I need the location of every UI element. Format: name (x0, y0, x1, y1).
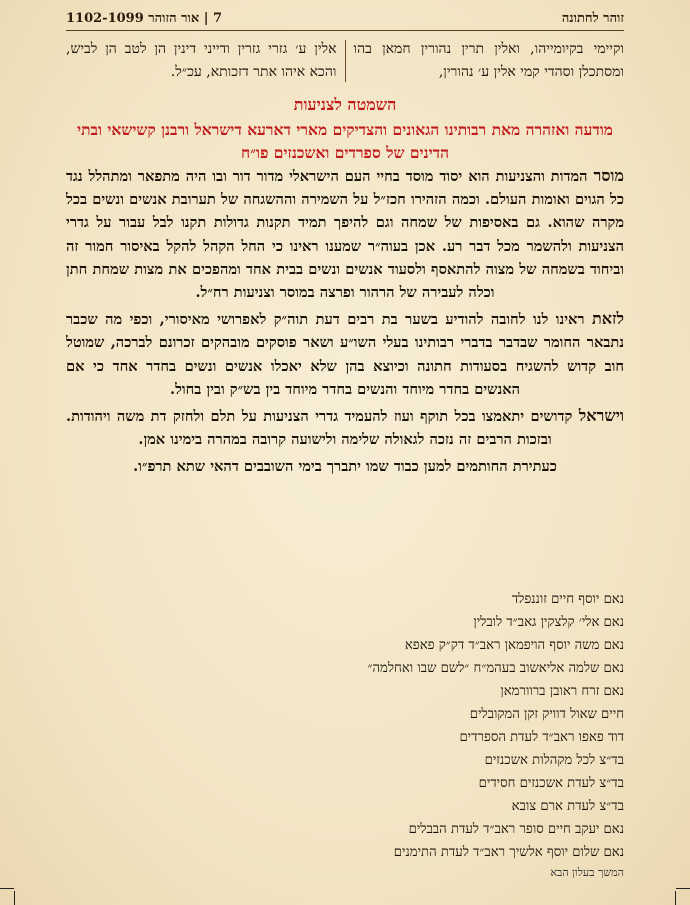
header-page-info: 7 | אור הזוהר 1102-1099 (66, 11, 222, 26)
paragraph-text: ראינו לנו לחובה להודיע בשער בת רבים דעת תוה״ק לאפרושי מאיסורי, וכפי מה שכבר נתבאר החומר שבדבר בדברי רבותינו בעלי השו״ע ושאר פוסקים מובהקים זכרונם לברכה, שמוטל חוב קדוש להשגיח בסעודות חתונה וכיוצא בהן שלא יאכלו אנשים ונשים בחדר אחד כי אם האנשים בחדר מיוחד והנשים בחדר מיוחד בין בש״ק ובין בחול. (66, 311, 624, 398)
paragraph-lazot (66, 307, 624, 401)
paragraph-yisrael (66, 404, 624, 451)
announcement-subtitle: מודעה ואזהרה מאת רבותינו הגאונים והצדיקים מארי דארעא דישראל ורבנן קשישאי ובתי הדינים של ספרדים ואשכנזים פו״ח (77, 120, 613, 162)
signature-line: נאם אלי׳ קלצקין גאב״ד לובלין (473, 615, 624, 630)
signature-line: בד״צ לכל מקהלות אשכנזים (484, 753, 624, 768)
paragraph-lead-word: מוסר (593, 166, 624, 185)
crop-mark-bottom-left-h (0, 888, 14, 889)
intro-columns (66, 38, 624, 84)
crop-mark-bottom-right-v (675, 891, 676, 905)
header-book-title: זוהר לחתונה (561, 11, 624, 26)
signature-line: דוד פאפו ראב״ד לעדת הספרדים (459, 730, 624, 745)
paragraph-lead-word: לזאת (592, 309, 624, 329)
closing-line: כעתירת החותמים למען כבוד שמו יתברך בימי השובבים דהאי שתא תרפ״ו. (133, 458, 557, 476)
column-divider (345, 40, 346, 82)
signature-line: נאם שלום יוסף אלשיך ראב״ד לעדת התימנים (393, 845, 624, 860)
signature-line: בד״צ לעדת אשכנזים חסידים (478, 776, 624, 791)
signature-line: נאם משה יוסף הויפמאן ראב״ד דק״ק פאפא (404, 638, 624, 653)
paragraph-musar (66, 164, 624, 304)
intro-left-text: אלין ע׳ גזרי גזרין ודייני דינין הן לטב הן לביש, והכא איהו אתר דזכותא, עכ״ל. (66, 41, 337, 80)
crop-mark-bottom-left-v (14, 891, 15, 905)
crop-mark-bottom-right-h (676, 888, 690, 889)
paragraph-text: המדות והצניעות הוא יסוד מוסד בחיי העם הישראלי מדור דור ובו היה מתפאר ומתהלל נגד כל הגוים ואומות העולם. וכמה הזהירו חכז״ל על השמירה וההשגחה של תערובת אנשים ונשים בכל מקרה שהוא. גם באסיפות של שמחה וגם להיפך תמיד תקנות גדולות תקנו לבל עבור על גדרי הצניעות ולהשמר מכל דבר רע. אכן בעוה״ר שמענו ראינו כי החל הקהל להקל באיסור חמור זה וביחוד בשמחה של מצוה להתאסף ולסעוד אנשים ונשים בבית אחד ומהפכים את מצות שמחת חתן וכלה לעבירה של הרהור ופרצה במוסר וצניעות רח״ל. (66, 168, 624, 302)
continued-note: המשך בעלון הבא (550, 866, 624, 879)
signature-line: חיים שאול דוויק זקן המקובלים (469, 707, 624, 722)
page-header (66, 8, 624, 28)
paragraph-lead-word: וישראל (578, 406, 624, 426)
header-rule (66, 30, 624, 31)
paragraph-text: קדושים יתאמצו בכל תוקף ועוז להעמיד גדרי הצניעות על תלם ולחזק דת משה ויהודות. ובזכות הרבים זה נזכה לגאולה שלימה ולישועה קרובה במהרה בימינו אמן. (66, 408, 579, 449)
signature-line: נאם זרח ראובן ברוורמאן (500, 684, 624, 699)
signature-line: נאם שלמה אליאשוב בעהמ״ח ״לשם שבו ואחלמה״ (367, 661, 624, 676)
intro-left-column (66, 38, 337, 84)
announcement-title: השמטה לצניעות (293, 95, 397, 114)
intro-right-text: וקיימי בקיומייהו, ואלין תרין נהורין חמאן בהו ומסתכלן וסהדי קמי אלין ע׳ נהורין, (353, 41, 624, 80)
signature-line: בד״צ לעדת ארם צובא (511, 799, 624, 814)
announcement-body (66, 164, 624, 482)
signature-line: נאם יוסף חיים זוננפלד (511, 592, 624, 607)
signature-list (66, 588, 624, 864)
signature-line: נאם יעקב חיים סופר ראב״ד לעדת הבבלים (408, 822, 624, 837)
intro-right-column (354, 38, 625, 84)
